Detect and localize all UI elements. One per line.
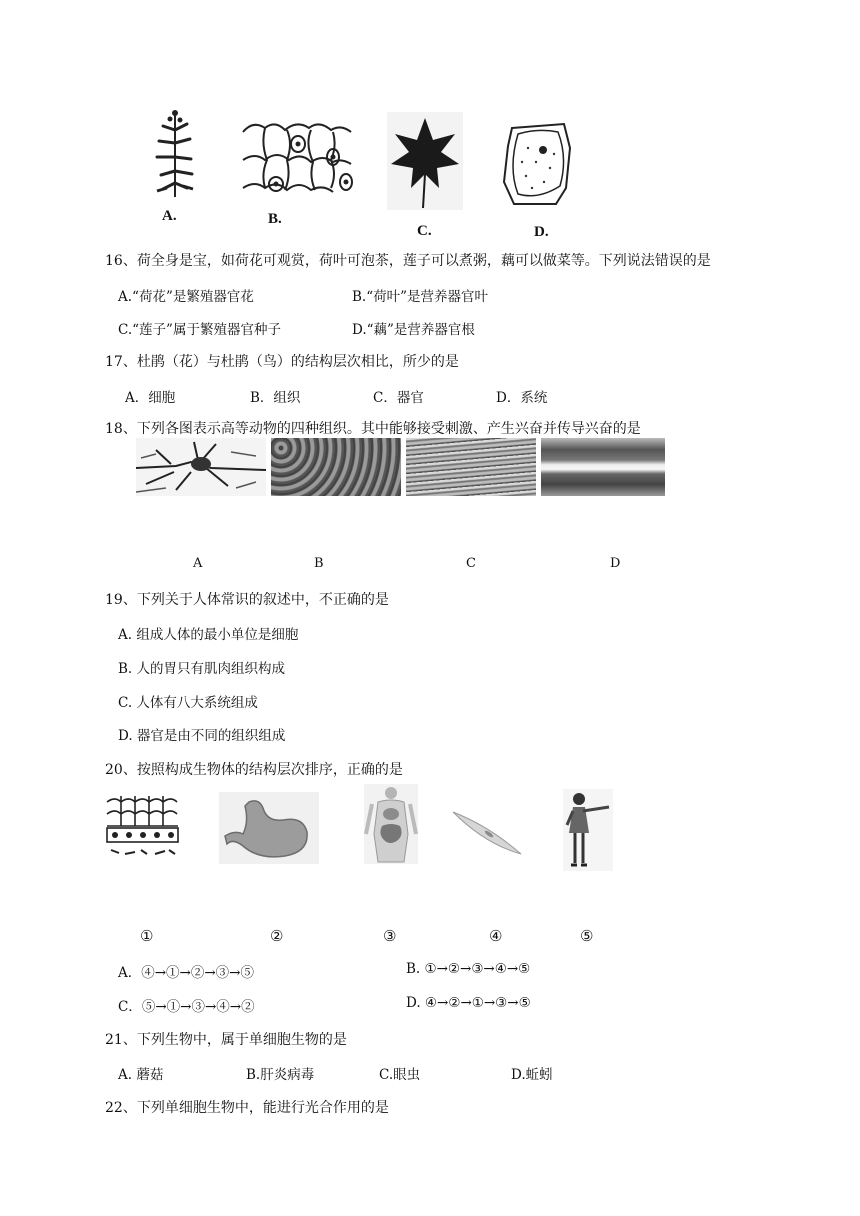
question-stem: 22、下列单细胞生物中，能进行光合作用的是 bbox=[105, 1100, 389, 1116]
option-a: A．细胞 bbox=[125, 390, 176, 406]
option-c: C．器官 bbox=[373, 390, 424, 406]
question-stem: 16、荷全身是宝，如荷花可观赏，荷叶可泡茶，莲子可以煮粥，藕可以做菜等。下列说法错误的是 bbox=[105, 253, 711, 269]
image-label-4: ④ bbox=[489, 927, 503, 945]
plant-cells-illustration bbox=[238, 112, 356, 204]
question-stem: 19、下列关于人体常识的叙述中，不正确的是 bbox=[105, 592, 389, 608]
option-b: B．组织 bbox=[250, 390, 301, 406]
option-a: A．④→①→②→③→⑤ bbox=[118, 965, 254, 981]
girl-image bbox=[563, 789, 613, 871]
option-d: D．系统 bbox=[496, 390, 548, 406]
figure-label-a: A. bbox=[162, 208, 177, 224]
nerve-tissue-image bbox=[136, 438, 266, 496]
figure-label-d: D. bbox=[534, 224, 549, 240]
option-d: D. 器官是由不同的组织组成 bbox=[118, 728, 286, 744]
plant-illustration bbox=[145, 105, 205, 200]
option-c: C.“莲子”属于繁殖器官种子 bbox=[118, 322, 281, 338]
image-label-1: ① bbox=[140, 927, 154, 945]
option-d: D.“藕”是营养器官根 bbox=[352, 322, 475, 338]
figure-label-b: B. bbox=[268, 211, 282, 227]
option-a: A. 组成人体的最小单位是细胞 bbox=[118, 627, 299, 643]
question-stem: 21、下列生物中，属于单细胞生物的是 bbox=[105, 1032, 347, 1048]
human-organs-image bbox=[364, 784, 418, 864]
option-c: C.眼虫 bbox=[379, 1067, 421, 1083]
stomach-image bbox=[219, 792, 319, 864]
option-d: D. ④→②→①→③→⑤ bbox=[406, 995, 531, 1011]
connective-tissue-image bbox=[541, 438, 665, 496]
muscle-cell-image bbox=[449, 804, 525, 860]
image-label-b: B bbox=[314, 556, 324, 571]
option-b: B.肝炎病毒 bbox=[246, 1067, 315, 1083]
image-label-d: D bbox=[610, 556, 621, 571]
question-stem: 17、杜鹃（花）与杜鹃（鸟）的结构层次相比，所少的是 bbox=[105, 354, 459, 370]
option-c: C. 人体有八大系统组成 bbox=[118, 695, 258, 711]
option-b: B. 人的胃只有肌肉组织构成 bbox=[118, 661, 286, 677]
option-a: A.“荷花”是繁殖器官花 bbox=[118, 289, 254, 305]
option-d: D.蚯蚓 bbox=[511, 1067, 553, 1083]
option-b: B. ①→②→③→④→⑤ bbox=[406, 961, 531, 977]
figure-label-c: C. bbox=[417, 223, 432, 239]
image-label-3: ③ bbox=[383, 927, 397, 945]
image-label-c: C bbox=[466, 556, 476, 571]
leaf-illustration bbox=[385, 110, 465, 212]
option-a: A. 蘑菇 bbox=[118, 1067, 164, 1083]
tissue-cells-image bbox=[105, 792, 180, 862]
muscle-tissue-image bbox=[406, 438, 536, 496]
option-b: B.“荷叶”是营养器官叶 bbox=[352, 289, 489, 305]
image-label-2: ② bbox=[270, 927, 284, 945]
image-label-5: ⑤ bbox=[580, 927, 594, 945]
image-label-a: A bbox=[193, 556, 203, 571]
epithelial-tissue-image bbox=[271, 438, 401, 496]
cell-illustration bbox=[498, 118, 576, 210]
option-c: C．⑤→①→③→④→② bbox=[118, 999, 255, 1015]
question-stem: 20、按照构成生物体的结构层次排序，正确的是 bbox=[105, 762, 403, 778]
question-stem: 18、下列各图表示高等动物的四种组织。其中能够接受刺激、产生兴奋并传导兴奋的是 bbox=[105, 421, 641, 437]
